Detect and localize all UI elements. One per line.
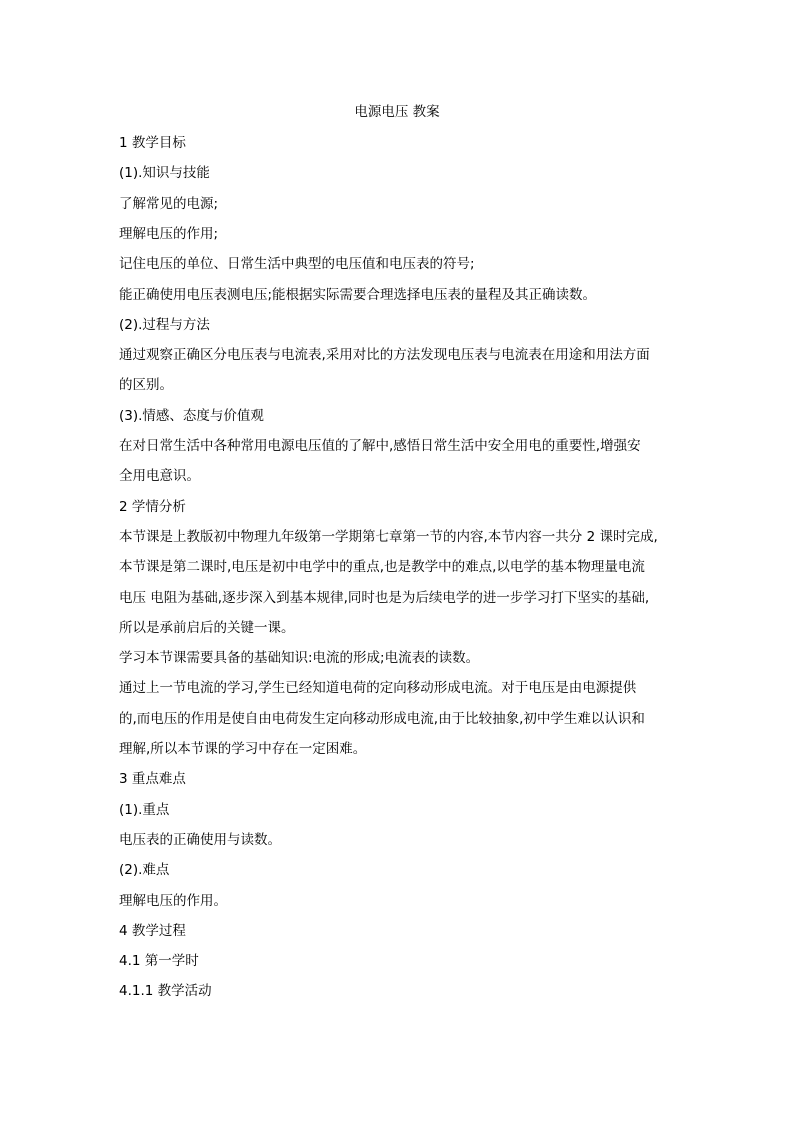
text-line: (1).重点 [119,801,170,818]
text-line: 全用电意识。 [119,468,200,485]
text-line: 电压表的正确使用与读数。 [119,831,281,848]
text-line: 理解电压的作用。 [119,892,227,909]
text-line: 本节课是上教版初中物理九年级第一学期第七章第一节的内容,本节内容一共分 2 课时完成, [119,528,658,545]
text-line: 本节课是第二课时,电压是初中电学中的重点,也是教学中的难点,以电学的基本物理量电流 [119,559,645,576]
text-line: 4.1.1 教学活动 [119,983,212,1000]
text-line: (2).难点 [119,862,170,879]
text-line: 学习本节课需要具备的基础知识:电流的形成;电流表的读数。 [119,650,480,667]
text-line: 4 教学过程 [119,922,186,939]
text-line: 电压 电阻为基础,逐步深入到基本规律,同时也是为后续电学的进一步学习打下坚实的基础, [119,589,650,606]
text-line: (1).知识与技能 [119,165,210,182]
text-line: 的,而电压的作用是使自由电荷发生定向移动形成电流,由于比较抽象,初中学生难以认识和 [119,710,645,727]
text-line: 能正确使用电压表测电压;能根据实际需要合理选择电压表的量程及其正确读数。 [119,286,597,303]
text-line: 理解,所以本节课的学习中存在一定困难。 [119,741,367,757]
text-line: 通过上一节电流的学习,学生已经知道电荷的定向移动形成电流。对于电压是由电源提供 [119,680,637,697]
text-line: 2 学情分析 [119,498,186,515]
text-line: (3).情感、态度与价值观 [119,407,264,424]
text-line: 所以是承前启后的关键一课。 [119,619,295,636]
text-line: 通过观察正确区分电压表与电流表,采用对比的方法发现电压表与电流表在用途和用法方面 [119,347,650,364]
text-line: 4.1 第一学时 [119,953,199,970]
document-title: 电源电压 教案 [354,104,440,120]
text-line: 在对日常生活中各种常用电源电压值的了解中,感悟日常生活中安全用电的重要性,增强安 [119,438,641,454]
text-line: 1 教学目标 [119,135,186,151]
text-line: (2).过程与方法 [119,316,210,333]
text-line: 记住电压的单位、日常生活中典型的电压值和电压表的符号; [119,256,475,273]
text-line: 理解电压的作用; [119,225,219,242]
text-line: 3 重点难点 [119,771,186,788]
text-line: 了解常见的电源; [119,195,219,212]
text-line: 的区别。 [119,377,173,394]
